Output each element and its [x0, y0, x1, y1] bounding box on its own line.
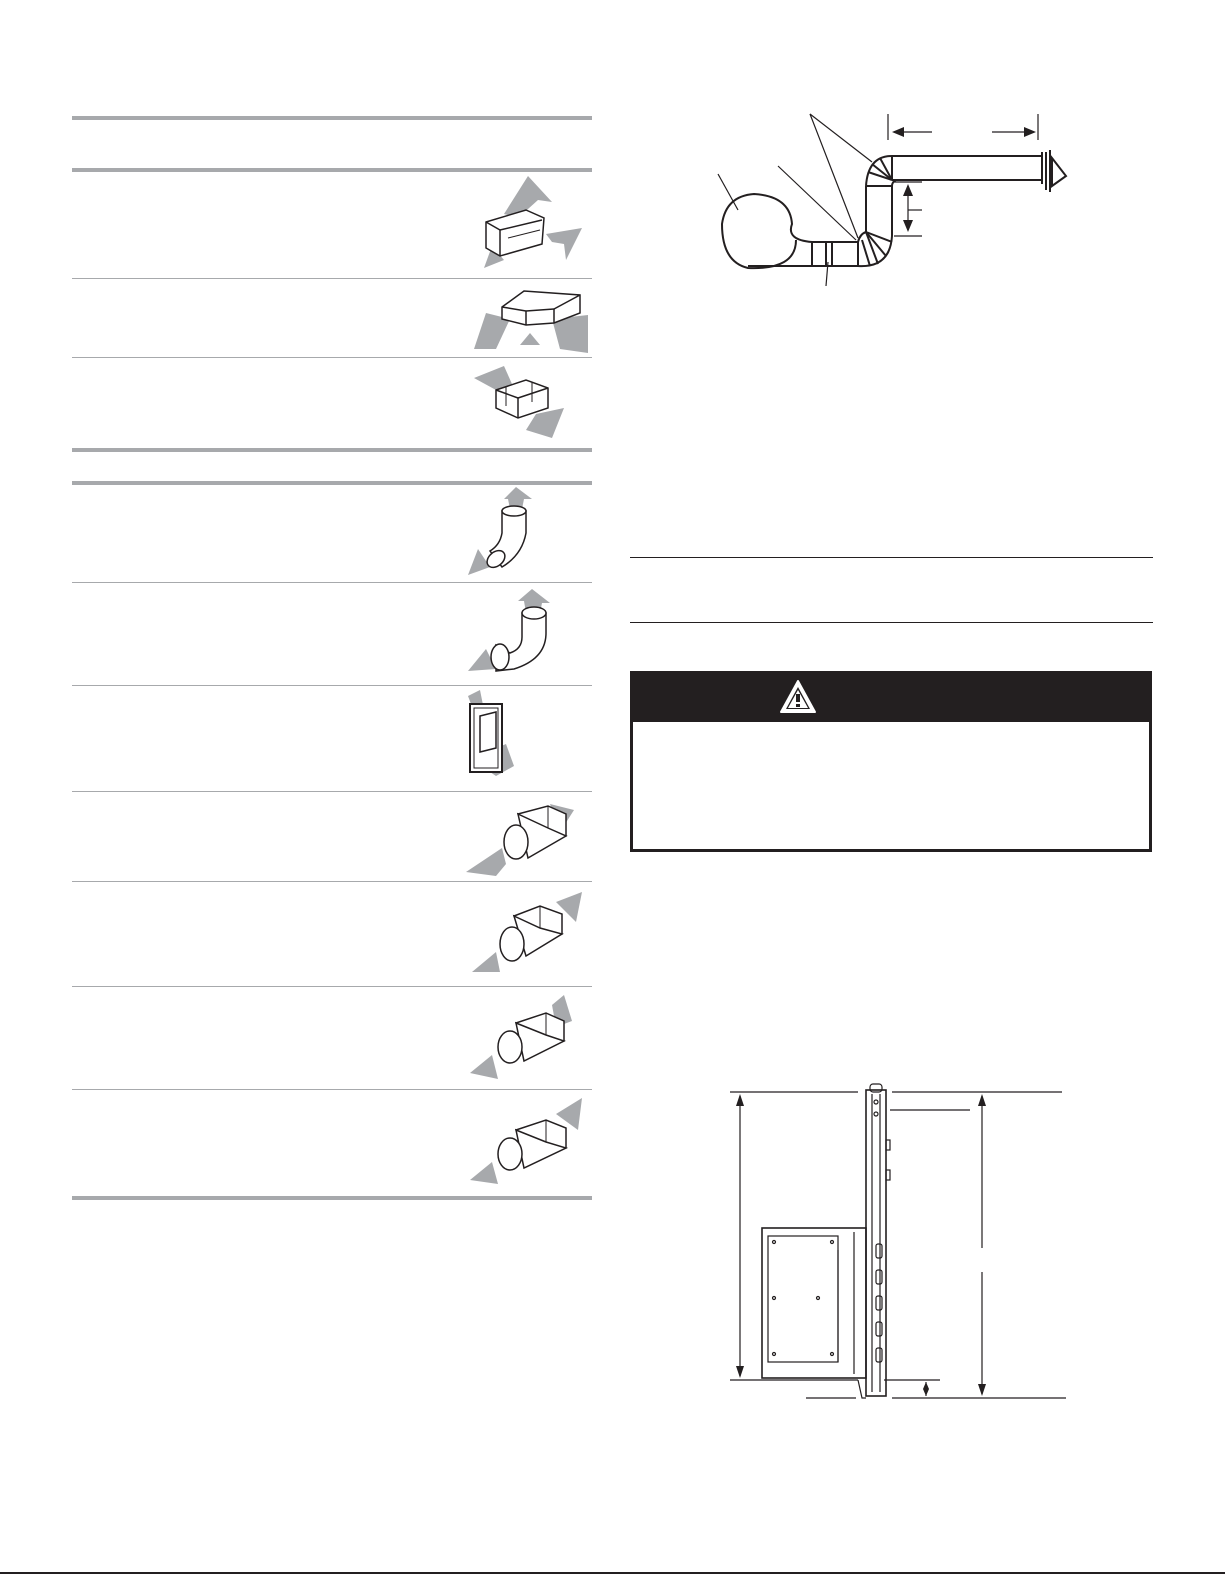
fitting-row	[72, 583, 592, 685]
fitting-row	[72, 987, 592, 1089]
fitting-row	[72, 358, 592, 448]
rectangular-to-round-transition-icon	[456, 987, 592, 1089]
fitting-row	[72, 279, 592, 357]
rectangular-to-round-transition-icon	[456, 792, 592, 881]
fitting-row	[72, 1090, 592, 1198]
warning-header	[633, 674, 1149, 722]
section-top-rule	[72, 448, 592, 452]
rectangular-to-round-transition-icon	[456, 882, 592, 986]
rectangular-to-round-transition-icon	[456, 1090, 592, 1198]
round-90-degree-elbow-icon	[456, 583, 592, 685]
rectangular-flat-elbow-icon	[456, 279, 592, 357]
page-bottom-rule	[0, 1572, 1225, 1574]
table-top-rule	[72, 116, 592, 120]
section-heading-top-rule	[630, 557, 1153, 558]
fitting-row	[72, 485, 592, 582]
fitting-row	[72, 686, 592, 791]
warning-box	[630, 671, 1152, 852]
fitting-row	[72, 792, 592, 881]
fitting-row	[72, 172, 592, 278]
vent-system-diagram-icon	[708, 100, 1088, 300]
rectangular-straight-duct-icon	[456, 358, 592, 448]
warning-triangle-icon	[779, 679, 817, 715]
wall-cap-icon	[456, 686, 592, 791]
rectangular-elbow-icon	[456, 172, 592, 278]
table-bottom-rule	[72, 1196, 592, 1200]
round-45-degree-elbow-icon	[456, 485, 592, 582]
fitting-row	[72, 882, 592, 986]
range-hood-side-view-icon	[730, 1080, 1070, 1410]
section-heading-bottom-rule	[630, 622, 1153, 623]
